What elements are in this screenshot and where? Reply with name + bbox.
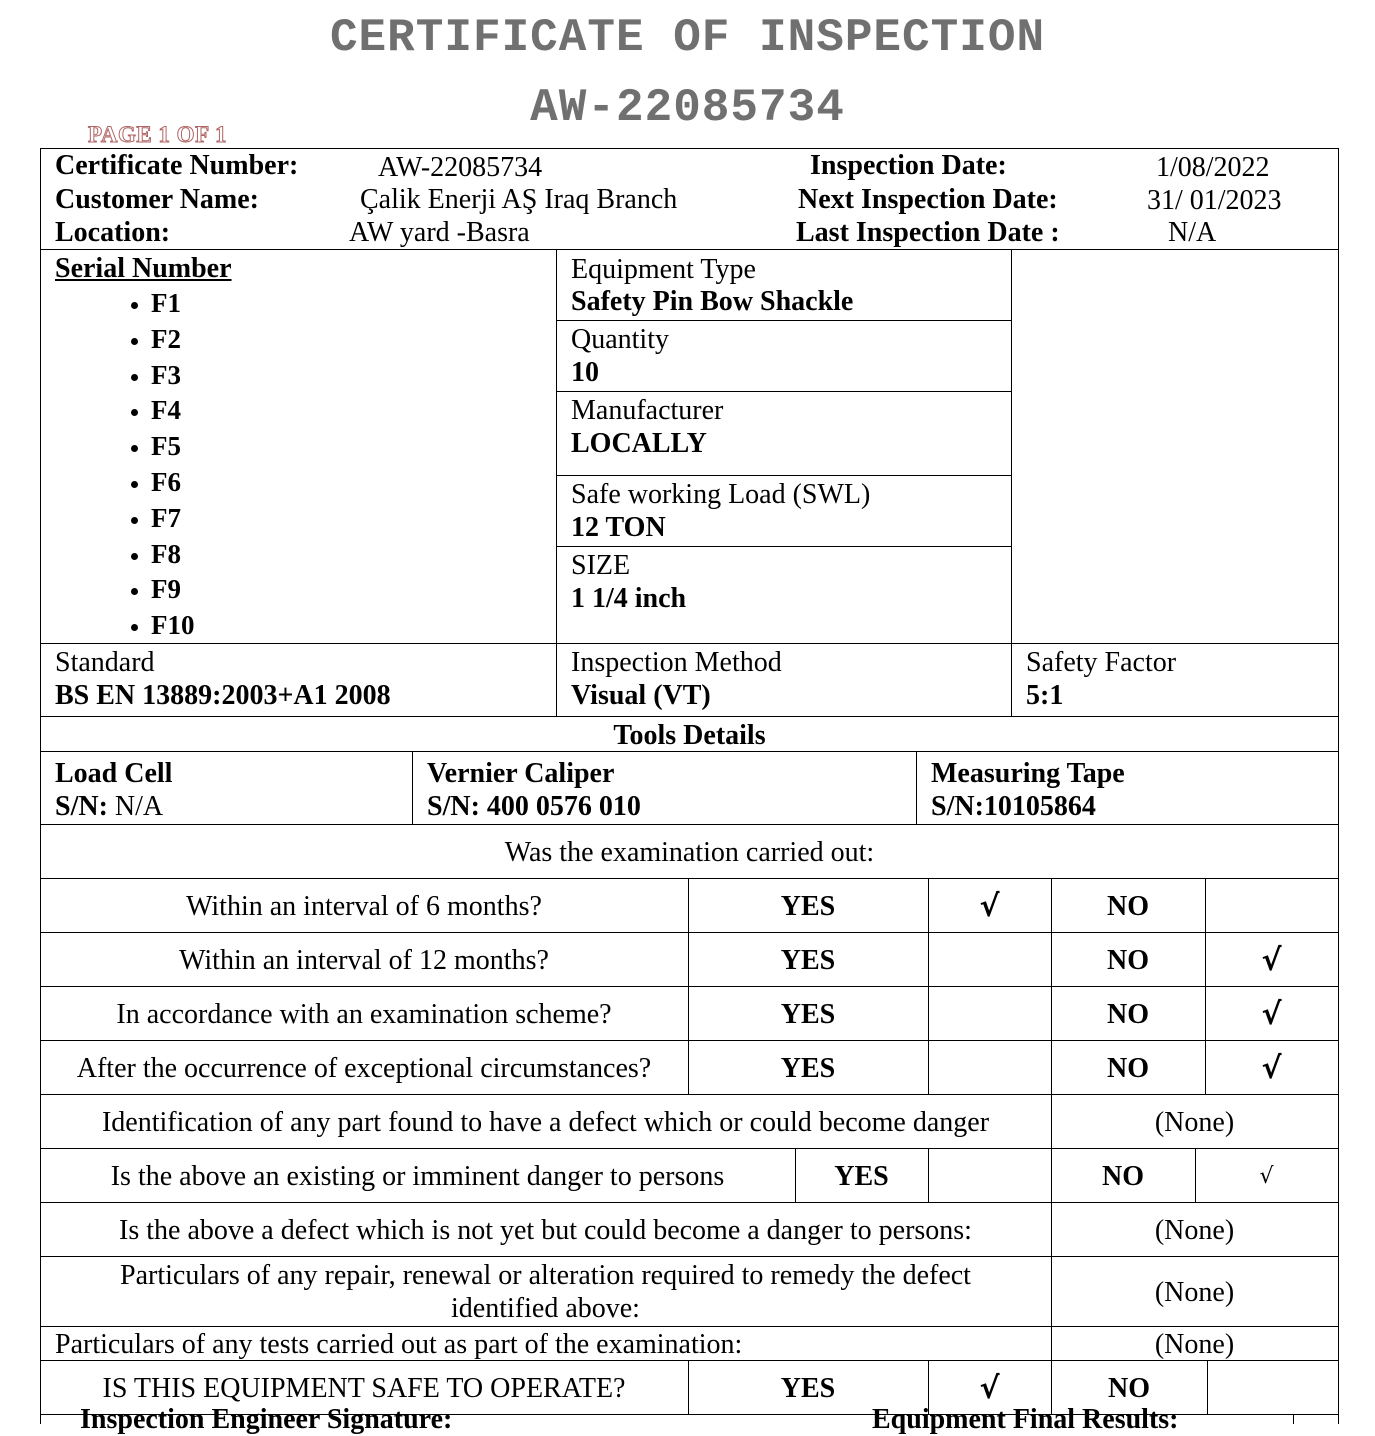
tests-particulars-answer: (None): [1154, 1329, 1235, 1360]
manufacturer-value: LOCALLY: [571, 428, 707, 459]
certificate-title: CERTIFICATE OF INSPECTION: [329, 12, 1046, 64]
exam-col-divider: [928, 1148, 929, 1202]
quantity-label: Quantity: [571, 324, 669, 355]
measuring-tape-serial: S/N:10105864: [931, 791, 1096, 822]
serial-item: • F9: [151, 572, 195, 608]
serial-item: • F8: [151, 537, 195, 573]
load-cell-serial-label: S/N:: [55, 791, 108, 822]
checkmark-icon: √: [1259, 1164, 1274, 1189]
yes-label: YES: [780, 1373, 836, 1404]
question-repair-particulars-line2: identified above:: [451, 1293, 640, 1324]
engineer-signature-label: Inspection Engineer Signature:: [80, 1404, 453, 1435]
manufacturer-label: Manufacturer: [571, 395, 724, 426]
next-inspection-date-label: Next Inspection Date:: [798, 184, 1058, 215]
question-6-months: Within an interval of 6 months?: [186, 891, 542, 922]
equipment-type-value: Safety Pin Bow Shackle: [571, 286, 854, 317]
serial-item: • F3: [151, 358, 195, 394]
location-label: Location:: [55, 217, 171, 248]
question-future-danger: Is the above a defect which is not yet but could become a danger to persons:: [119, 1215, 972, 1246]
equipment-row-divider: [556, 546, 1011, 547]
no-label: NO: [1107, 945, 1149, 976]
row-divider: [40, 1094, 1339, 1095]
certificate-id-title: AW-22085734: [530, 82, 845, 134]
section-divider: [40, 751, 1339, 752]
equipment-type-label: Equipment Type: [571, 254, 756, 285]
size-value: 1 1/4 inch: [571, 583, 687, 614]
checkmark-icon: √: [979, 1371, 1000, 1406]
yes-label: YES: [780, 999, 836, 1030]
yes-label: YES: [834, 1161, 889, 1192]
next-inspection-date-value: 31/ 01/2023: [1147, 185, 1282, 216]
vernier-caliper-serial: S/N: 400 0576 010: [427, 791, 641, 822]
safety-factor-value: 5:1: [1026, 680, 1064, 711]
question-repair-particulars-line1: Particulars of any repair, renewal or alteration required to remedy the defect: [120, 1260, 971, 1291]
question-defect-identification: Identification of any part found to have a defect which or could become danger: [101, 1107, 990, 1138]
row-divider: [40, 932, 1339, 933]
no-label: NO: [1107, 999, 1149, 1030]
location-value: AW yard -Basra: [349, 217, 530, 248]
customer-label: Customer Name:: [55, 184, 259, 215]
yes-label: YES: [780, 891, 836, 922]
load-cell-name: Load Cell: [55, 758, 173, 789]
last-inspection-date-label: Last Inspection Date :: [796, 217, 1060, 248]
row-divider: [40, 1040, 1339, 1041]
serial-item: • F1: [151, 286, 195, 322]
row-divider: [40, 986, 1339, 987]
customer-value: Çalik Enerji AŞ Iraq Branch: [360, 184, 678, 215]
checkmark-icon: √: [1261, 1051, 1282, 1086]
tools-col-divider: [412, 751, 413, 825]
serial-item: • F4: [151, 393, 195, 429]
question-imminent-danger: Is the above an existing or imminent danger to persons: [110, 1161, 725, 1192]
vernier-caliper-name: Vernier Caliper: [427, 758, 615, 789]
last-inspection-date-value: N/A: [1168, 217, 1217, 248]
question-exceptional-circumstances: After the occurrence of exceptional circumstances?: [76, 1053, 652, 1084]
serial-item: • F2: [151, 322, 195, 358]
no-label: NO: [1102, 1161, 1144, 1192]
serial-item: • F6: [151, 465, 195, 501]
serial-number-list: [55, 286, 195, 644]
header-divider: [40, 249, 1339, 250]
row-divider: [40, 1326, 1339, 1327]
row-divider: [40, 1202, 1339, 1203]
section-divider: [40, 716, 1339, 717]
tools-col-divider: [916, 751, 917, 825]
equipment-row-divider: [556, 391, 1011, 392]
load-cell-serial: [55, 791, 163, 823]
equipment-row-divider: [556, 320, 1011, 321]
row-divider: [40, 1256, 1339, 1257]
no-label: NO: [1108, 1373, 1150, 1404]
question-safe-to-operate: IS THIS EQUIPMENT SAFE TO OPERATE?: [102, 1373, 626, 1404]
inspection-method-value: Visual (VT): [571, 680, 711, 711]
checkmark-icon: √: [1261, 943, 1282, 978]
measuring-tape-name: Measuring Tape: [931, 758, 1125, 789]
load-cell-serial-value: N/A: [107, 791, 164, 822]
no-label: NO: [1107, 1053, 1149, 1084]
no-label: NO: [1107, 891, 1149, 922]
future-danger-answer: (None): [1154, 1215, 1235, 1246]
serial-item: • F7: [151, 501, 195, 537]
swl-value: 12 TON: [571, 512, 666, 543]
tools-heading: Tools Details: [613, 720, 766, 751]
footer-divider: [1293, 1414, 1294, 1424]
serial-item: • F10: [151, 608, 195, 644]
row-divider: [40, 878, 1339, 879]
checkmark-icon: √: [979, 889, 1000, 924]
table-border-right: [1338, 148, 1339, 1424]
row-divider: [40, 1148, 1339, 1149]
section-divider: [40, 824, 1339, 825]
question-tests-particulars: Particulars of any tests carried out as part of the examination:: [55, 1329, 743, 1360]
section-divider: [40, 643, 1339, 644]
cert-number-value: AW-22085734: [378, 152, 543, 183]
inspection-date-label: Inspection Date:: [810, 150, 1007, 181]
examination-heading: Was the examination carried out:: [504, 837, 875, 868]
quantity-value: 10: [571, 357, 599, 388]
exam-col-divider: [1207, 1360, 1208, 1414]
defect-identification-answer: (None): [1154, 1107, 1235, 1138]
question-12-months: Within an interval of 12 months?: [179, 945, 549, 976]
question-examination-scheme: In accordance with an examination scheme?: [116, 999, 612, 1030]
final-results-label: Equipment Final Results:: [872, 1404, 1179, 1435]
yes-label: YES: [780, 945, 836, 976]
cert-number-label: Certificate Number:: [55, 150, 299, 181]
inspection-date-value: 1/08/2022: [1156, 152, 1270, 183]
size-label: SIZE: [571, 550, 631, 581]
serial-number-heading: Serial Number: [55, 253, 232, 284]
page-indicator: PAGE 1 OF 1: [88, 122, 228, 147]
table-border-top: [40, 148, 1339, 149]
safety-factor-label: Safety Factor: [1026, 647, 1177, 678]
checkmark-icon: √: [1261, 997, 1282, 1032]
swl-label: Safe working Load (SWL): [571, 479, 871, 510]
serial-item: • F5: [151, 429, 195, 465]
standard-label: Standard: [55, 647, 155, 678]
inspection-method-label: Inspection Method: [571, 647, 782, 678]
equipment-row-divider: [556, 475, 1011, 476]
col-divider-2: [1011, 249, 1012, 716]
yes-label: YES: [780, 1053, 836, 1084]
repair-particulars-answer: (None): [1154, 1277, 1235, 1308]
standard-value: BS EN 13889:2003+A1 2008: [55, 680, 391, 711]
row-divider: [40, 1360, 1339, 1361]
